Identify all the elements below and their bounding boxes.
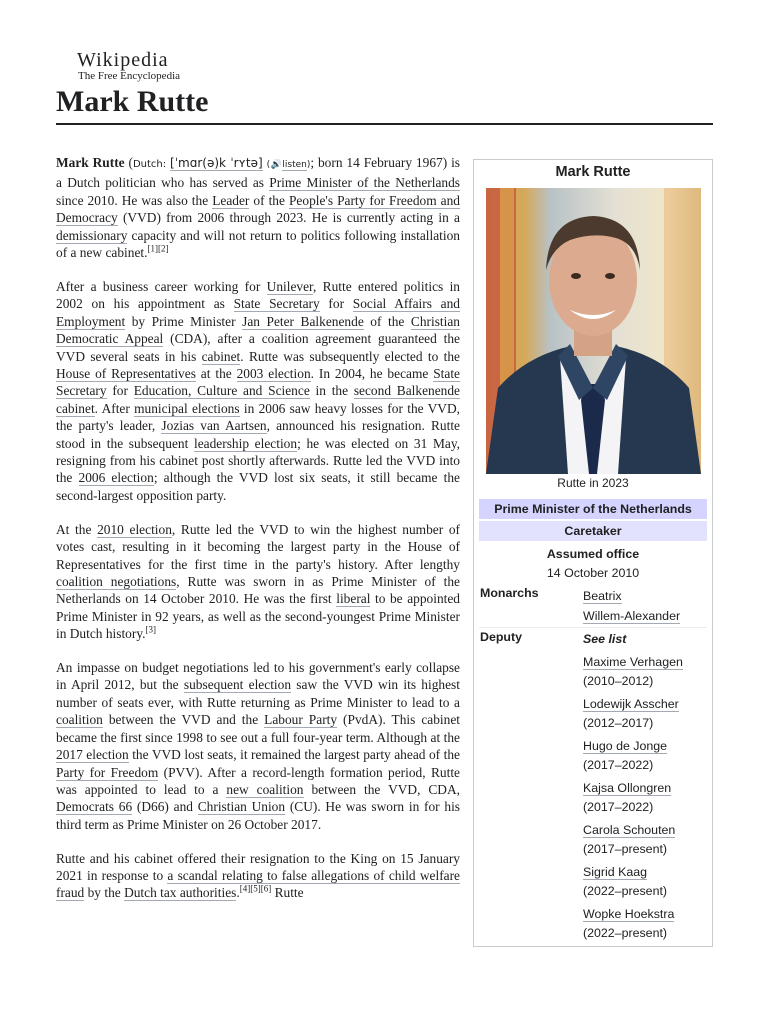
link-leadership-election[interactable]: leadership election — [193, 435, 298, 451]
link-party-for-freedom[interactable]: Party for Freedom — [56, 764, 159, 780]
link-subsequent-election[interactable]: subsequent election — [183, 677, 292, 693]
link-new-coalition[interactable]: new coalition — [226, 781, 304, 797]
link-balkenende[interactable]: Jan Peter Balkenende — [242, 313, 364, 329]
link-liberal[interactable]: liberal — [336, 591, 371, 607]
assumed-office — [474, 545, 712, 583]
deputy-link[interactable]: Maxime Verhagen — [583, 655, 683, 669]
deputy-link[interactable]: Wopke Hoekstra — [583, 907, 675, 921]
paragraph-3: At the 2010 election, Rutte led the VVD to win the highest number of votes cast, resulting in it becoming the largest party in the House of Representatives for the first time in the party's history. After lengthy coalition negotiations, Rutte was sworn in as Prime Minister of the Netherlands on 14 October 2010. He was the first liberal to be appointed Prime Minister in 92 years, as well as the second-youngest Prime Minister in Dutch history.[3] — [56, 521, 461, 642]
link-democrats-66[interactable]: Democrats 66 — [56, 799, 133, 815]
deputy-link[interactable]: Lodewijk Asscher — [583, 697, 679, 711]
link-demissionary[interactable]: demissionary — [56, 227, 128, 243]
assumed-office-label: Assumed office — [546, 547, 640, 561]
monarch-link-willem-alexander[interactable]: Willem-Alexander — [583, 609, 681, 623]
link-2017-election[interactable]: 2017 election — [56, 747, 129, 763]
deputy-years: (2017–present) — [583, 842, 668, 856]
photo-caption: Rutte in 2023 — [557, 476, 629, 490]
logo-tagline: The Free Encyclopedia — [78, 70, 181, 82]
link-cda[interactable]: Christian Democratic Appeal — [56, 313, 461, 347]
link-unilever[interactable]: Unilever — [266, 278, 313, 294]
infobox-title: Mark Rutte — [555, 164, 631, 180]
deputy-years: (2017–2022) — [583, 800, 654, 814]
link-state-secretary-2[interactable]: State Secretary — [56, 365, 460, 399]
deputy-see-list[interactable]: See list — [583, 632, 627, 646]
infobox — [473, 159, 713, 947]
link-2006-election[interactable]: 2006 election — [78, 470, 154, 486]
link-education[interactable]: Education, Culture and Science — [133, 383, 310, 399]
link-christian-union[interactable]: Christian Union — [197, 799, 286, 815]
reference-link[interactable]: [1] — [147, 243, 158, 254]
link-vvd[interactable]: People's Party for Freedom and Democracy — [56, 192, 460, 226]
portrait-photo[interactable] — [486, 188, 701, 474]
paragraph-2: After a business career working for Unilever, Rutte entered politics in 2002 on his appointment as State Secretary for Social Affairs and Employment by Prime Minister Jan Peter Balkenende of the Christian Democratic Appeal (CDA), after a coalition agreement guaranteed the VVD several seats in his cabinet. Rutte was subsequently elected to the House of Representatives at the 2003 election. In 2004, he became State Secretary for Education, Culture and Science in the second Balkenende cabinet. After municipal elections in 2006 saw heavy losses for the VVD, the party's leader, Jozias van Aartsen, announced his resignation. Rutte stood in the subsequent leadership election; he was elected on 31 May, resigning from his cabinet post shortly afterwards. Rutte led the VVD into the 2006 election; although the VVD lost six seats, it still became the second-largest opposition party. — [56, 278, 461, 503]
link-2010-election[interactable]: 2010 election — [97, 521, 172, 537]
link-dutch-tax-authorities[interactable]: Dutch tax authorities — [124, 885, 237, 901]
link-childcare-benefits-scandal[interactable]: a scandal relating to false allegations of child welfare fraud — [56, 868, 460, 901]
deputy-link[interactable]: Hugo de Jonge — [583, 739, 668, 753]
deputy-link[interactable]: Kajsa Ollongren — [583, 781, 672, 795]
paragraph-4: An impasse on budget negotiations led to his government's early collapse in April 2012, but the subsequent election saw the VVD win its highest number of seats ever, with Rutte returning as Prime Minister to lead to a coalition between the VVD and the Labour Party (PvdA). This cabinet became the first since 1998 to see out a full four-year term. Although at the 2017 election the VVD lost seats, it remained the largest party ahead of the Party for Freedom (PVV). After a record-length formation period, Rutte was appointed to lead to a new coalition between the VVD, CDA, Democrats 66 (D66) and Christian Union (CU). He was sworn in for his third term as Prime Minister on 26 October 2017. — [56, 660, 461, 832]
ipa-link[interactable]: [ˈmɑr(ə)k ˈrʏtə] — [170, 156, 263, 170]
portrait-illustration — [486, 188, 701, 474]
link-2003-election[interactable]: 2003 election — [236, 365, 311, 381]
reference-link[interactable]: [6] — [260, 883, 272, 894]
deputy-years: (2017–2022) — [583, 758, 654, 772]
deputy-link[interactable]: Carola Schouten — [583, 823, 676, 837]
link-coalition-negotiations[interactable]: coalition negotiations — [56, 573, 177, 589]
row-divider — [479, 627, 707, 628]
link-labour-party[interactable]: Labour Party — [264, 712, 338, 728]
link-state-secretary[interactable]: State Secretary — [233, 296, 320, 312]
link-house-of-representatives[interactable]: House of Representatives — [56, 365, 196, 381]
link-leader[interactable]: Leader — [212, 192, 250, 208]
page-title: Mark Rutte — [56, 85, 209, 118]
logo-wordmark: Wikipedia — [77, 49, 169, 71]
title-divider — [56, 123, 713, 125]
link-municipal-elections[interactable]: municipal elections — [134, 400, 240, 416]
paragraph-1: Mark Rutte (Dutch: [ˈmɑr(ə)k ˈrʏtə] (🔊listen); born 14 February 1967) is a Dutch politician who has served as Prime Minister of the Netherlands since 2010. He was also the Leader of the People's Party for Freedom and Democracy (VVD) from 2006 through 2023. He is currently acting in a demissionary capacity and will not return to politics following installation of a new cabinet.[1][2] — [56, 155, 460, 261]
link-prime-minister-of-the-netherlands[interactable]: Prime Minister of the Netherlands — [269, 175, 460, 191]
article-body — [56, 154, 460, 918]
monarch-link-beatrix[interactable]: Beatrix — [583, 589, 622, 603]
deputy-label: Deputy — [480, 630, 522, 644]
office-title[interactable]: Prime Minister of the Netherlands — [479, 499, 707, 519]
reference-link[interactable]: [3] — [145, 624, 157, 635]
speaker-icon[interactable]: (🔊 — [266, 160, 283, 170]
deputy-years: (2010–2012) — [583, 674, 654, 688]
link-social-affairs[interactable]: Social Affairs and Employment — [56, 296, 460, 329]
subject-name: Mark Rutte — [56, 155, 125, 170]
deputy-years: (2012–2017) — [583, 716, 654, 730]
listen-link[interactable]: listen — [282, 160, 307, 170]
reference-link[interactable]: [4] — [239, 883, 251, 894]
reference-link[interactable]: [5] — [250, 883, 261, 894]
deputy-years: (2022–present) — [583, 884, 668, 898]
link-coalition[interactable]: coalition — [56, 712, 103, 728]
status-caretaker[interactable]: Caretaker — [479, 521, 707, 541]
deputy-link[interactable]: Sigrid Kaag — [583, 865, 648, 879]
language-label: Dutch: — [132, 159, 167, 170]
link-cabinet[interactable]: cabinet — [201, 348, 241, 364]
wikipedia-logo[interactable] — [77, 50, 207, 83]
assumed-office-date: 14 October 2010 — [546, 566, 640, 580]
link-jozias-van-aartsen[interactable]: Jozias van Aartsen — [161, 418, 267, 434]
link-second-balkenende-cabinet[interactable]: second Balkenende cabinet — [56, 383, 460, 416]
paragraph-5: Rutte and his cabinet offered their resignation to the King on 15 January 2021 in response to a scandal relating to false allegations of child welfare fraud by the Dutch tax authorities.[4][5][6] Rutte — [56, 850, 460, 901]
monarchs-label: Monarchs — [480, 586, 539, 600]
deputy-years: (2022–present) — [583, 926, 668, 940]
reference-link[interactable]: [2] — [157, 243, 169, 254]
